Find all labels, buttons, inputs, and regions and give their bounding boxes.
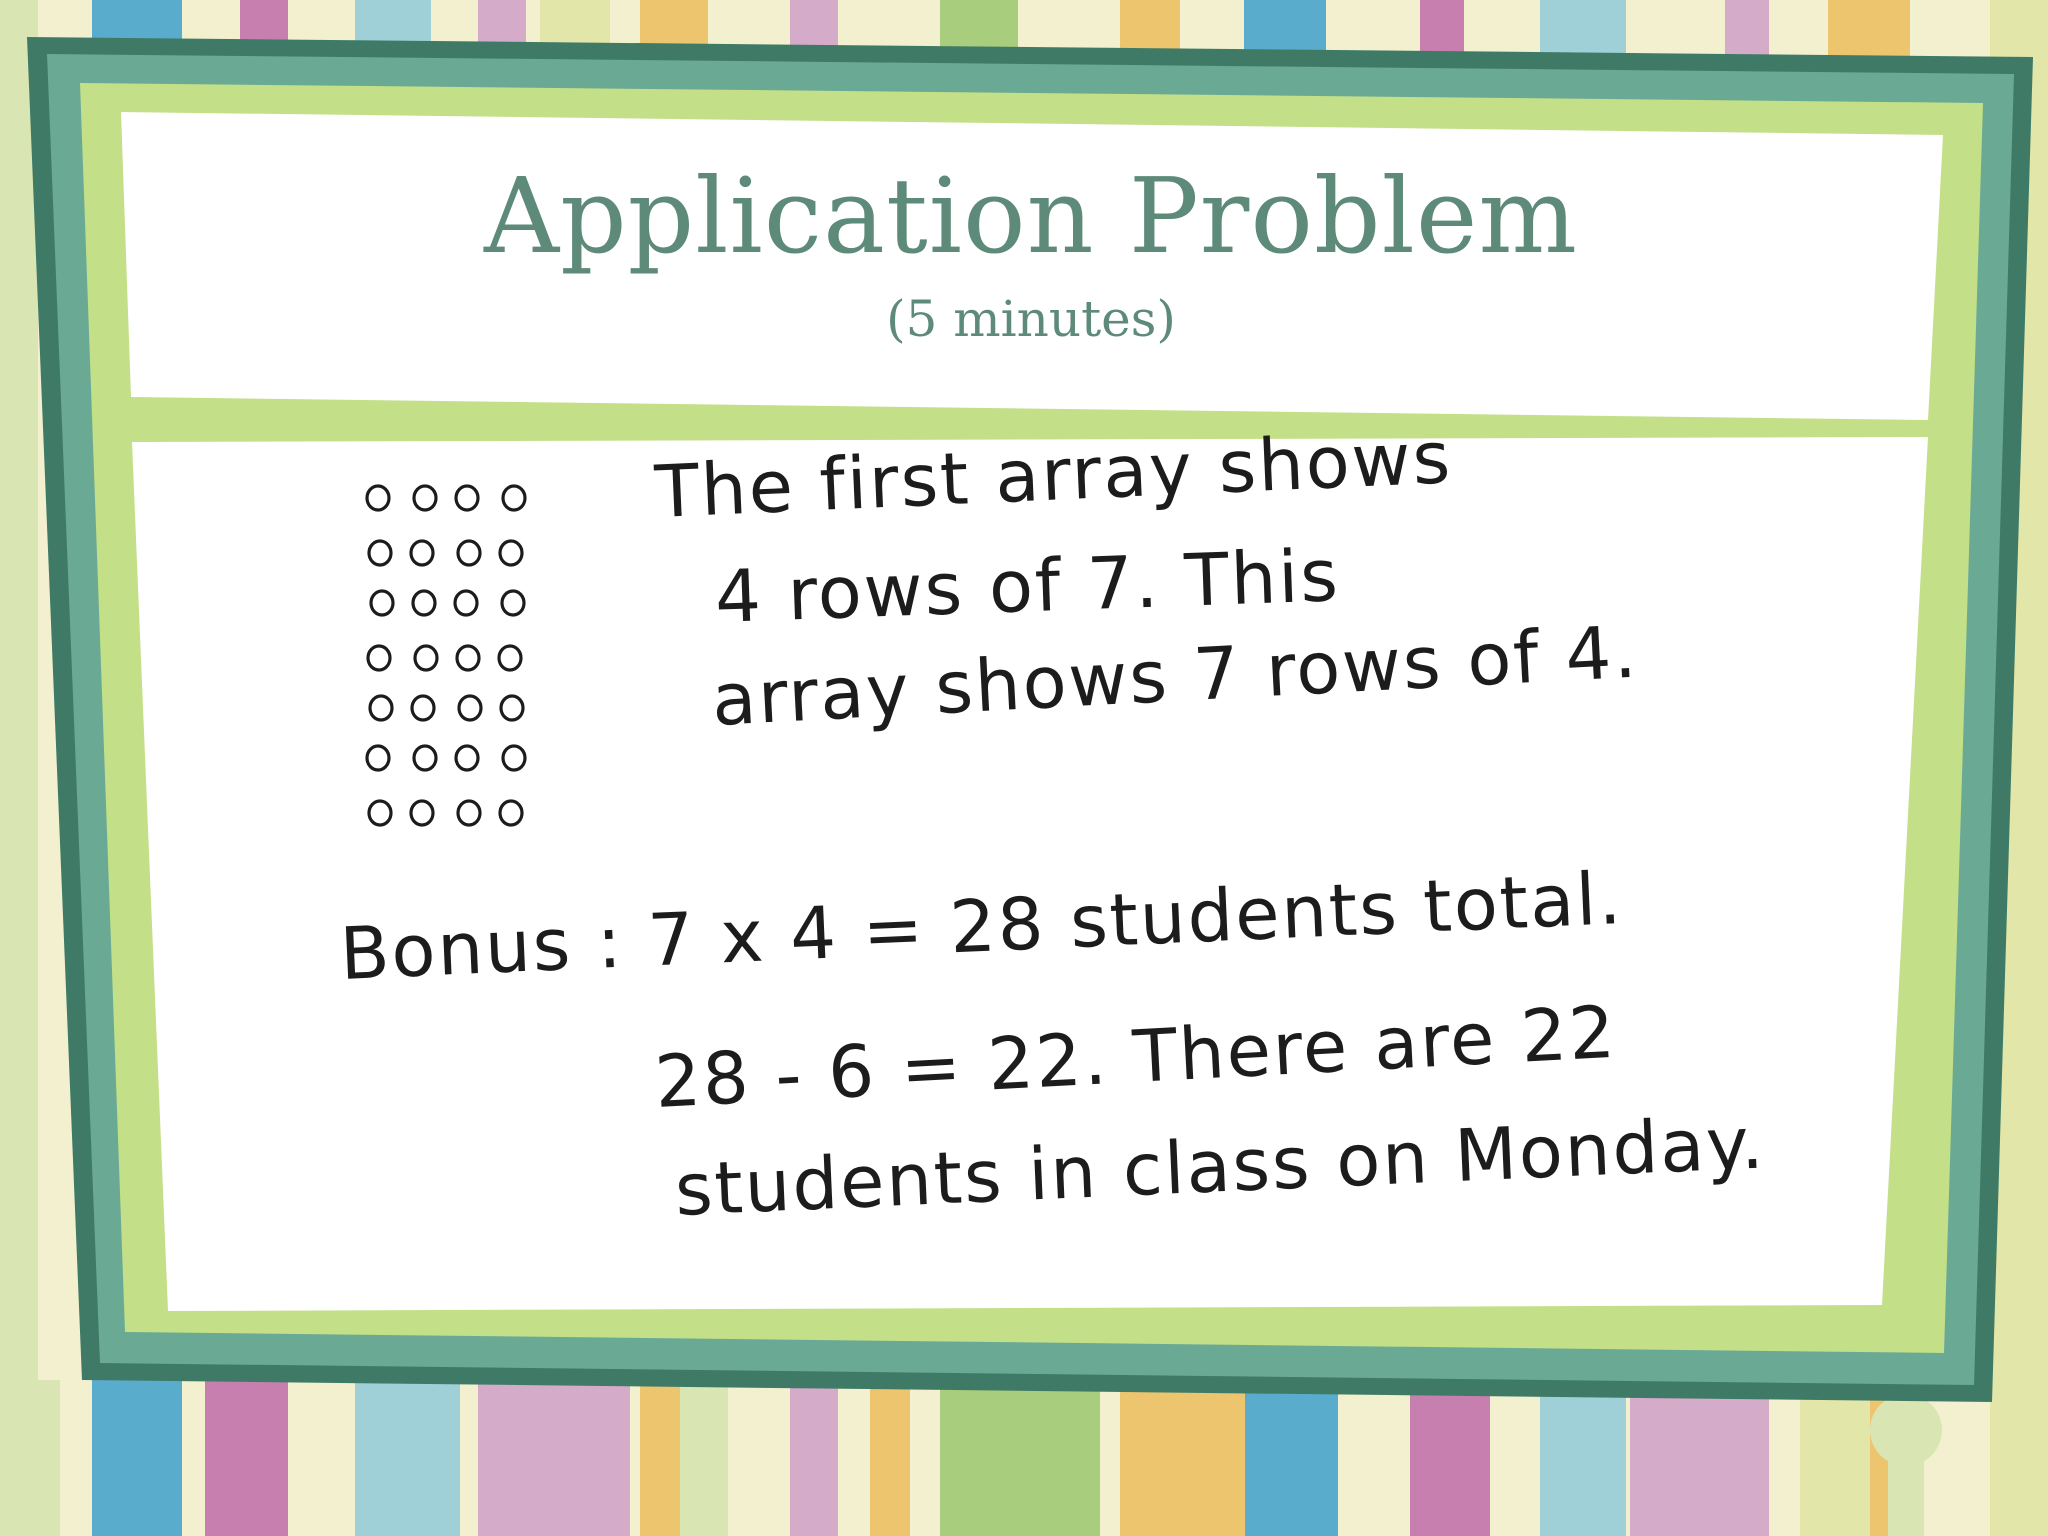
slide-subtitle: (5 minutes) [886,290,1176,348]
array-dot [501,696,523,720]
array-line-1: The first array shows [653,415,1454,534]
array-dot [370,696,392,720]
array-dot [459,696,481,720]
array-dot [369,541,391,565]
array-dot [412,696,434,720]
array-dot [415,646,437,670]
bonus-line-2: 28 - 6 = 22. There are 22 [652,989,1619,1124]
array-dot [413,591,435,615]
array-dot [500,801,522,825]
array-dot [500,541,522,565]
array-dot [502,591,524,615]
array-dot [458,801,480,825]
bonus-line-3: students in class on Monday. [673,1100,1768,1232]
array-dot [503,486,525,510]
array-dot [368,646,390,670]
array-dot [371,591,393,615]
array-dot [457,646,479,670]
array-dot [414,746,436,770]
array-dot [456,486,478,510]
array-dot [499,646,521,670]
array-line-2: 4 rows of 7. This [713,533,1342,639]
slide-title: Application Problem [483,155,1579,277]
array-dot [367,746,389,770]
array-line-3: array shows 7 rows of 4. [709,609,1641,742]
array-dot [367,486,389,510]
array-dot [455,591,477,615]
array-dot [414,486,436,510]
array-dot [456,746,478,770]
array-dot [411,801,433,825]
array-dot [458,541,480,565]
dot-array [360,478,560,878]
bonus-line-1: Bonus : 7 x 4 = 28 students total. [338,856,1625,996]
array-dot [503,746,525,770]
array-dot [411,541,433,565]
array-dot [369,801,391,825]
